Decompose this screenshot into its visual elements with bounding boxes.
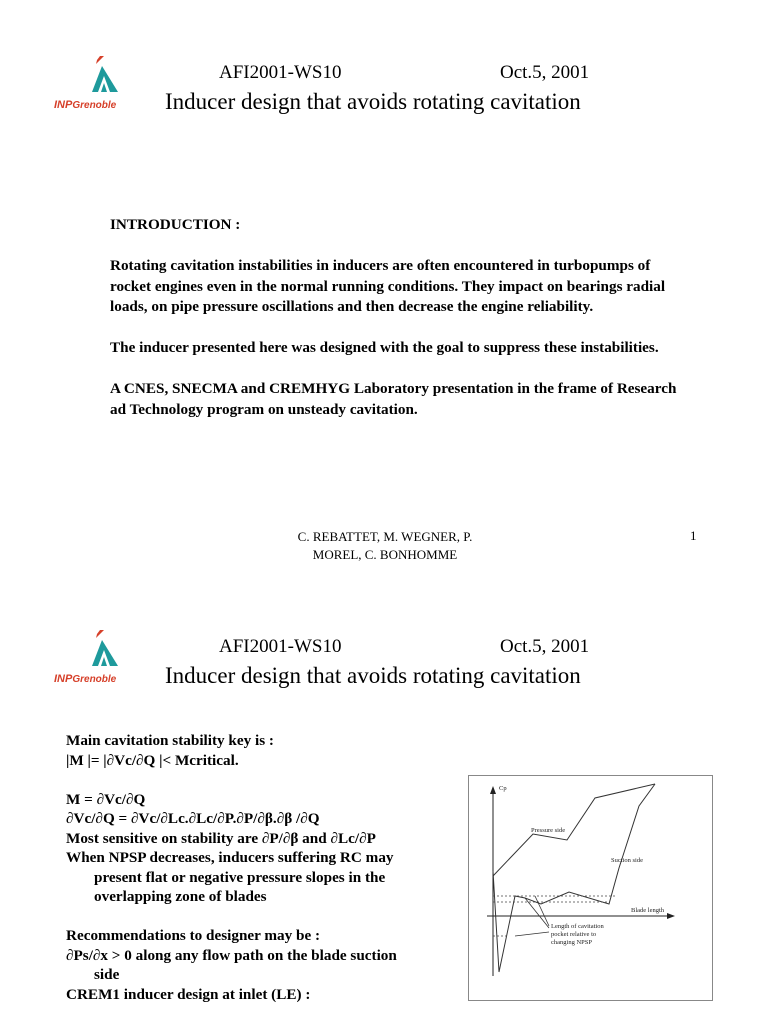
svg-text:INPGrenoble: INPGrenoble bbox=[54, 673, 117, 685]
introduction-paragraph-1: Rotating cavitation instabilities in inducers are often encountered in turbopumps of rocket engines even in the normal running conditions. They impact on bearings radial loads, on pipe pressure oscillations and then decrease the engine reliability. bbox=[110, 257, 666, 315]
svg-text:INPGrenoble: INPGrenoble bbox=[54, 99, 117, 111]
footer-authors-line-2: MOREL, C. BONHOMME bbox=[312, 547, 458, 562]
introduction-section bbox=[110, 215, 685, 441]
note-line-3: changing NPSP bbox=[551, 939, 592, 946]
introduction-paragraph-3: A CNES, SNECMA and CREMHYG Laboratory presentation in the frame of Research ad Technology program on unsteady cavitation. bbox=[110, 380, 677, 418]
footer-authors-line-1: C. REBATTET, M. WEGNER, P. bbox=[297, 529, 473, 544]
text-line: Main cavitation stability key is : bbox=[66, 732, 274, 749]
pressure-distribution-figure bbox=[468, 775, 713, 1001]
stability-text bbox=[66, 731, 466, 1004]
introduction-heading: INTRODUCTION : bbox=[110, 216, 241, 233]
page-number: 1 bbox=[690, 528, 697, 543]
x-axis-arrow bbox=[667, 913, 675, 919]
suction-side-label: Suction side bbox=[611, 857, 643, 864]
introduction-paragraph-2: The inducer presented here was designed with the goal to suppress these instabilities. bbox=[110, 339, 659, 356]
text-line: side bbox=[94, 966, 120, 983]
inp-grenoble-logo-icon bbox=[52, 626, 148, 686]
inp-grenoble-logo-2 bbox=[52, 626, 148, 686]
text-line: Recommendations to designer may be : bbox=[66, 927, 321, 944]
text-line: Most sensitive on stability are ∂P/∂β and ∂Lc/∂P bbox=[66, 829, 376, 847]
y-axis-arrow bbox=[490, 786, 496, 794]
header-code: AFI2001-WS10 bbox=[219, 62, 342, 83]
text-line: present flat or negative pressure slopes in the bbox=[94, 868, 386, 886]
inp-grenoble-logo-icon bbox=[52, 52, 148, 112]
pressure-side-label: Pressure side bbox=[531, 827, 566, 834]
text-line: ∂Vc/∂Q = ∂Vc/∂Lc.∂Lc/∂P.∂P/∂β.∂β /∂Q bbox=[66, 810, 320, 827]
header-code-2: AFI2001-WS10 bbox=[219, 636, 342, 657]
x-axis-label: Blade length bbox=[631, 907, 665, 914]
footer-authors bbox=[240, 528, 530, 564]
header-date-2: Oct.5, 2001 bbox=[500, 636, 590, 657]
text-line: overlapping zone of blades bbox=[94, 888, 267, 905]
note-line-2: pocket relative to bbox=[551, 931, 597, 938]
text-line: When NPSP decreases, inducers suffering RC may bbox=[66, 849, 394, 866]
text-line: |M |= |∂Vc/∂Q |< Mcritical. bbox=[66, 751, 239, 769]
note-line-1: Length of cavitation bbox=[551, 923, 604, 930]
text-line: M = ∂Vc/∂Q bbox=[66, 790, 146, 808]
y-axis-label: Cp bbox=[499, 785, 507, 792]
text-line: CREM1 inducer design at inlet (LE) : bbox=[66, 985, 311, 1003]
text-line: ∂Ps/∂x > 0 along any flow path on the blade suction bbox=[66, 946, 397, 964]
slide-title: Inducer design that avoids rotating cavitation bbox=[165, 89, 581, 114]
cp-diagram bbox=[469, 776, 712, 1000]
pointer-line bbox=[535, 896, 549, 926]
inp-grenoble-logo bbox=[52, 52, 148, 112]
slide-title-2: Inducer design that avoids rotating cavitation bbox=[165, 663, 581, 688]
header-date: Oct.5, 2001 bbox=[500, 62, 590, 83]
pointer-line bbox=[515, 932, 549, 936]
